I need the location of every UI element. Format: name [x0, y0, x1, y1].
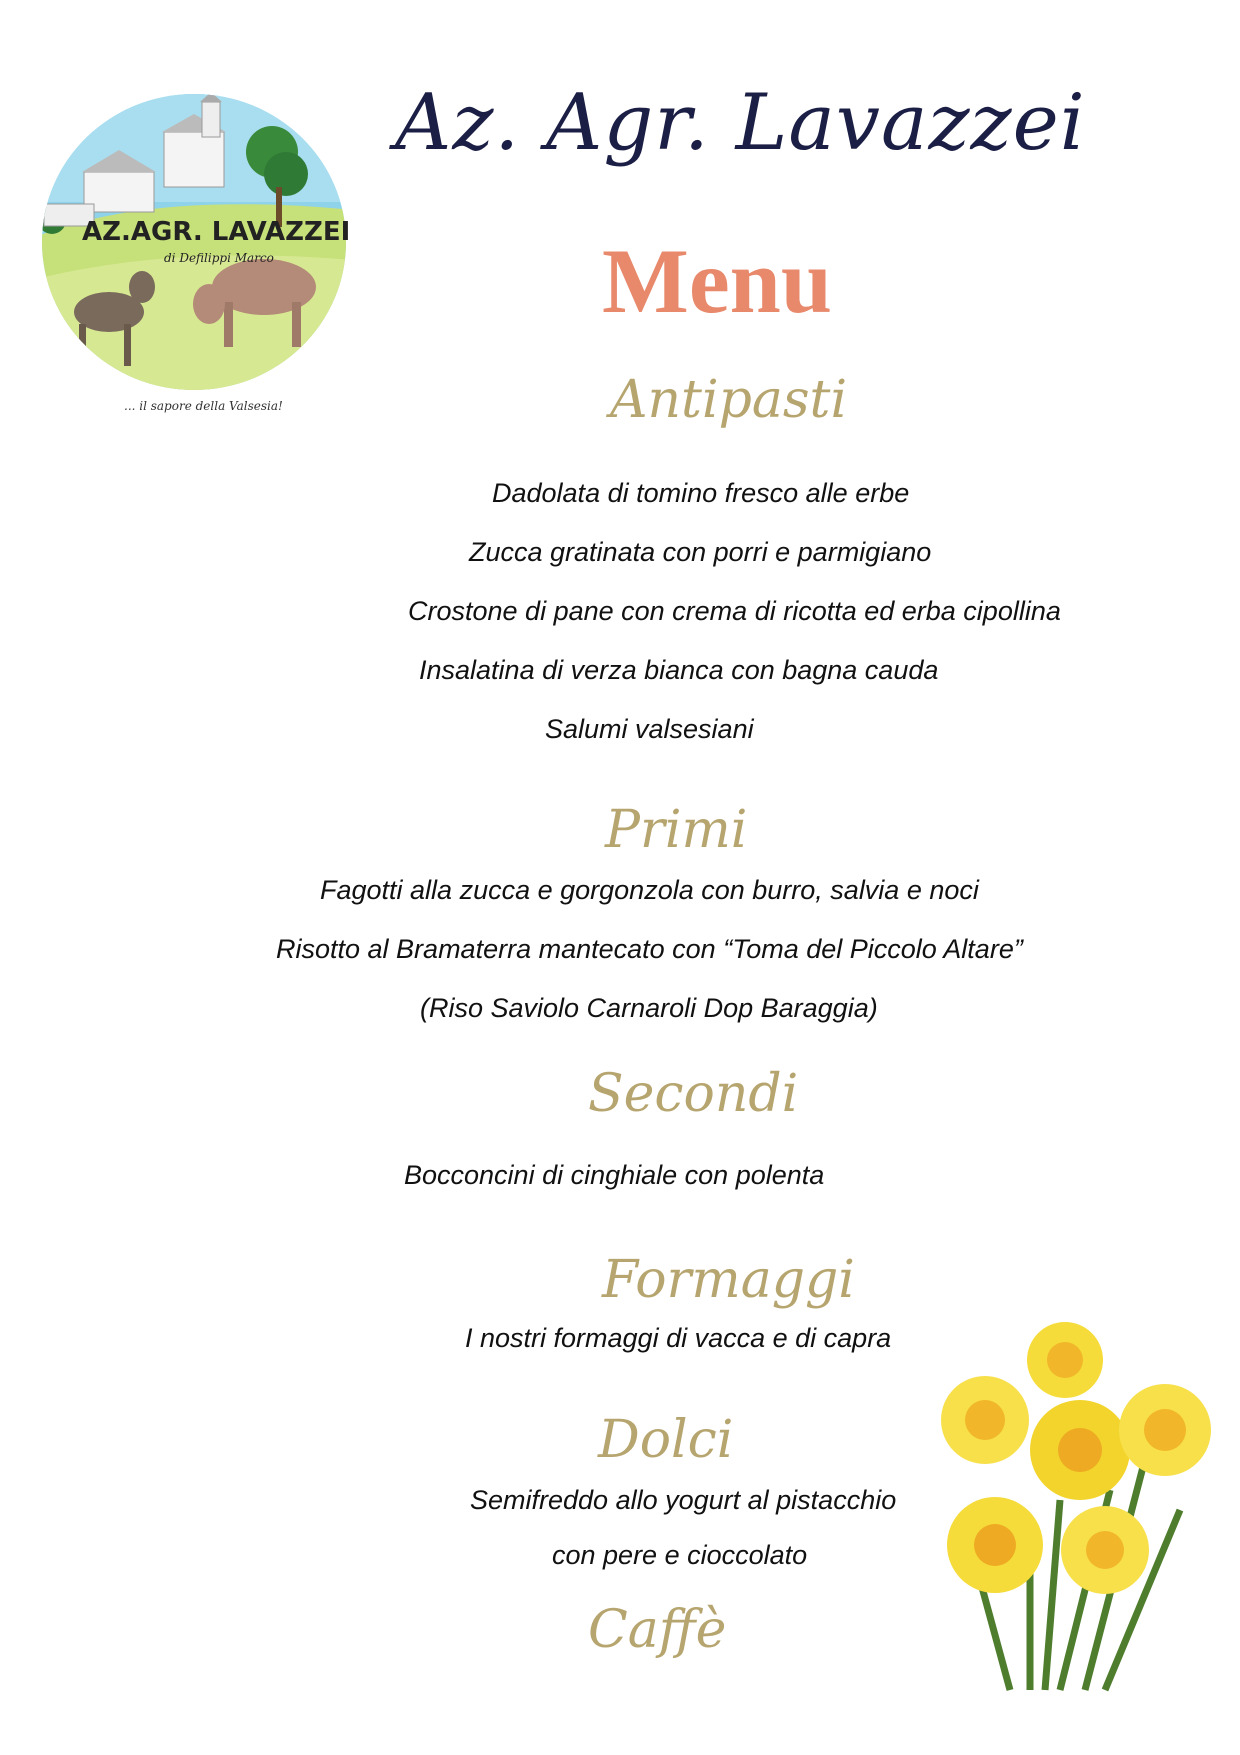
menu-item: Semifreddo allo yogurt al pistacchio	[470, 1485, 897, 1515]
farm-logo	[24, 92, 374, 422]
section-primi-title: Primi	[605, 800, 748, 860]
menu-title: Menu	[602, 230, 832, 332]
daffodils-decoration	[910, 1320, 1240, 1700]
section-dolci-title: Dolci	[598, 1410, 734, 1470]
logo-owner: di Defilippi Marco	[164, 251, 274, 265]
section-caffe-title: Caffè	[588, 1600, 727, 1660]
menu-item: Insalatina di verza bianca con bagna cauda	[419, 655, 939, 685]
logo-tagline: ... il sapore della Valsesia!	[124, 399, 283, 413]
menu-item: con pere e cioccolato	[552, 1540, 808, 1570]
menu-item: Dadolata di tomino fresco alle erbe	[492, 478, 910, 508]
menu-item: (Riso Saviolo Carnaroli Dop Baraggia)	[420, 993, 878, 1023]
menu-item: Salumi valsesiani	[545, 714, 754, 744]
section-formaggi-title: Formaggi	[602, 1250, 855, 1310]
farm-name-title: Az. Agr. Lavazzei	[395, 78, 1086, 168]
section-secondi-title: Secondi	[588, 1064, 799, 1124]
menu-item: I nostri formaggi di vacca e di capra	[465, 1323, 892, 1353]
menu-item: Fagotti alla zucca e gorgonzola con burro, salvia e noci	[320, 875, 979, 905]
menu-item: Risotto al Bramaterra mantecato con “Toma del Piccolo Altare”	[276, 934, 1023, 964]
section-antipasti-title: Antipasti	[610, 370, 848, 430]
menu-item: Zucca gratinata con porri e parmigiano	[469, 537, 932, 567]
menu-item: Bocconcini di cinghiale con polenta	[404, 1160, 825, 1190]
farm-landscape-logo-icon	[24, 92, 374, 422]
logo-name: AZ.AGR. LAVAZZEI	[82, 217, 351, 247]
menu-item: Crostone di pane con crema di ricotta ed erba cipollina	[408, 596, 1061, 626]
daffodils-icon	[910, 1320, 1240, 1700]
